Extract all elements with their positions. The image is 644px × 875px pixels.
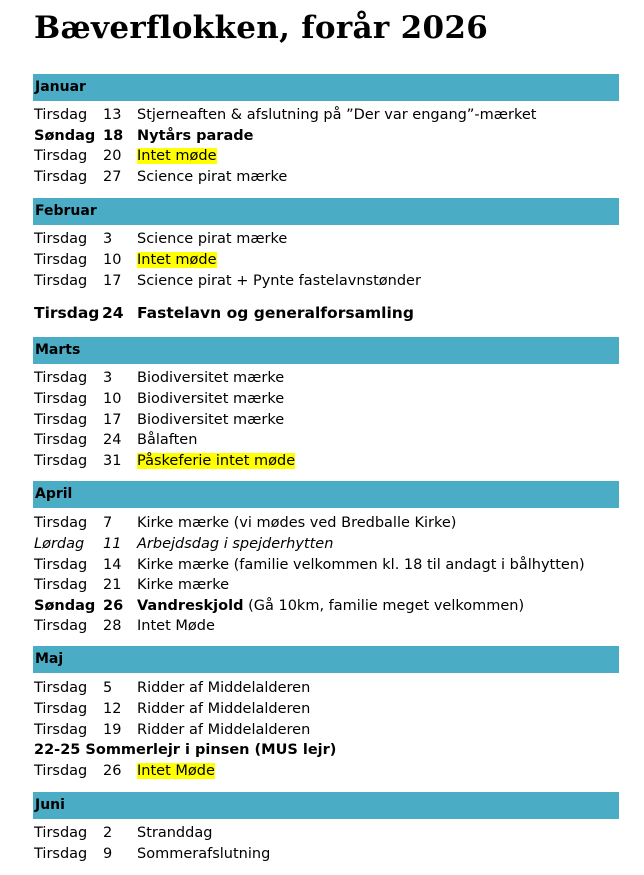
month-header [33, 646, 619, 673]
date-number: 3 [103, 370, 113, 386]
schedule-row [0, 250, 644, 270]
event-description [137, 250, 217, 270]
event-description [137, 596, 524, 616]
event-text: 22-25 Sommerlejr i pinsen (MUS lejr) [34, 742, 337, 758]
schedule-row [0, 105, 644, 125]
schedule-row [0, 720, 644, 740]
date-number: 28 [103, 618, 122, 634]
date-number: 7 [103, 515, 113, 531]
schedule-row [0, 761, 644, 781]
month-name: Marts [35, 342, 81, 358]
month-header [33, 74, 619, 101]
schedule-row [0, 271, 644, 291]
event-description [137, 844, 270, 864]
event-description [137, 678, 310, 698]
event-description [137, 146, 217, 166]
schedule-row [0, 555, 644, 575]
weekday: Tirsdag [34, 148, 88, 164]
schedule-row [0, 410, 644, 430]
event-text: Intet møde [137, 252, 217, 268]
event-text: Biodiversitet mærke [137, 412, 285, 428]
schedule-row [0, 126, 644, 146]
schedule-row [0, 368, 644, 388]
month-name: April [35, 486, 73, 502]
event-text: Fastelavn og generalforsamling [137, 304, 414, 322]
date-number: 31 [103, 453, 122, 469]
month-name: Maj [35, 651, 64, 667]
event-text: Stranddag [137, 825, 213, 841]
date-number: 9 [103, 846, 113, 862]
date-number: 5 [103, 680, 113, 696]
event-description [137, 303, 414, 323]
event-text: Biodiversitet mærke [137, 370, 285, 386]
event-description [137, 430, 197, 450]
month-name: Januar [35, 79, 86, 95]
event-text: Ridder af Middelalderen [137, 722, 311, 738]
schedule-row [0, 534, 644, 554]
event-description [137, 410, 284, 430]
weekday: Tirsdag [34, 432, 88, 448]
date-number: 21 [103, 577, 122, 593]
event-description [137, 720, 310, 740]
date-number: 24 [103, 432, 122, 448]
page-title: Bæverflokken, forår 2026 [34, 10, 489, 46]
date-number: 17 [103, 412, 122, 428]
date-number: 24 [102, 304, 124, 322]
weekday: Tirsdag [34, 557, 88, 573]
date-number: 19 [103, 722, 122, 738]
event-text: Biodiversitet mærke [137, 391, 285, 407]
event-text: Nytårs parade [137, 128, 254, 144]
event-text: Science pirat mærke [137, 231, 288, 247]
schedule-row [0, 451, 644, 471]
event-text: Bålaften [137, 432, 198, 448]
weekday: Tirsdag [34, 412, 88, 428]
event-description [137, 167, 287, 187]
month-name: Juni [35, 797, 65, 813]
event-description [137, 513, 456, 533]
month-header [33, 337, 619, 364]
event-description [137, 105, 536, 125]
month-name: Februar [35, 203, 97, 219]
event-text: Arbejdsdag i spejderhytten [137, 536, 334, 552]
weekday: Tirsdag [34, 515, 88, 531]
date-number: 12 [103, 701, 122, 717]
event-text: Stjerneaften & afslutning på ”Der var engang”-mærket [137, 107, 537, 123]
date-number: 3 [103, 231, 113, 247]
event-description [137, 555, 585, 575]
weekday: Tirsdag [34, 169, 88, 185]
date-number: 10 [103, 391, 122, 407]
weekday: Tirsdag [34, 618, 88, 634]
event-description [137, 389, 284, 409]
event-text: Science pirat mærke [137, 169, 288, 185]
schedule-row [0, 823, 644, 843]
weekday: Tirsdag [34, 107, 88, 123]
weekday: Tirsdag [34, 370, 88, 386]
weekday: Tirsdag [34, 846, 88, 862]
weekday: Søndag [34, 128, 96, 144]
schedule-row [0, 146, 644, 166]
date-number: 17 [103, 273, 122, 289]
event-text: Sommerafslutning [137, 846, 271, 862]
event-text: Intet Møde [137, 618, 215, 634]
schedule-row [0, 229, 644, 249]
date-number: 26 [103, 763, 122, 779]
event-text: Kirke mærke (vi mødes ved Bredballe Kirke) [137, 515, 457, 531]
weekday: Tirsdag [34, 391, 88, 407]
schedule-row [0, 699, 644, 719]
event-description [137, 229, 287, 249]
schedule-row [0, 389, 644, 409]
event-description [137, 534, 333, 554]
month-header [33, 198, 619, 225]
weekday: Tirsdag [34, 701, 88, 717]
date-number: 2 [103, 825, 113, 841]
date-number: 10 [103, 252, 122, 268]
date-number: 13 [103, 107, 122, 123]
weekday: Tirsdag [34, 273, 88, 289]
event-description [137, 761, 215, 781]
weekday: Tirsdag [34, 577, 88, 593]
event-text: Kirke mærke (familie velkommen kl. 18 til andagt i bålhytten) [137, 557, 585, 573]
event-text: Science pirat + Pynte fastelavnstønder [137, 273, 421, 289]
month-header [33, 792, 619, 819]
date-number: 27 [103, 169, 122, 185]
schedule-row [0, 616, 644, 636]
event-description [137, 368, 284, 388]
weekday: Søndag [34, 598, 96, 614]
event-text: Intet Møde [137, 763, 215, 779]
event-note: (Gå 10km, familie meget velkommen) [243, 598, 525, 614]
schedule-row [0, 575, 644, 595]
weekday: Lørdag [34, 536, 85, 552]
schedule-row [0, 513, 644, 533]
event-text: Ridder af Middelalderen [137, 680, 311, 696]
date-number: 20 [103, 148, 122, 164]
schedule-row [0, 678, 644, 698]
event-description [137, 271, 421, 291]
schedule-row [0, 303, 644, 323]
weekday: Tirsdag [34, 304, 100, 322]
event-text: Kirke mærke [137, 577, 230, 593]
date-number: 18 [103, 128, 124, 144]
event-description [137, 126, 253, 146]
schedule-row [0, 167, 644, 187]
event-description [137, 575, 229, 595]
schedule-row [0, 430, 644, 450]
event-description [137, 699, 310, 719]
weekday: Tirsdag [34, 453, 88, 469]
date-number: 14 [103, 557, 122, 573]
event-text: Intet møde [137, 148, 217, 164]
event-text: Vandreskjold [137, 598, 244, 614]
schedule-row [0, 596, 644, 616]
event-description [137, 823, 212, 843]
event-text: Ridder af Middelalderen [137, 701, 311, 717]
date-number: 11 [103, 536, 122, 552]
schedule-row [0, 844, 644, 864]
event-description [137, 451, 295, 471]
month-header [33, 481, 619, 508]
weekday: Tirsdag [34, 722, 88, 738]
date-number: 26 [103, 598, 124, 614]
weekday: Tirsdag [34, 231, 88, 247]
event-text: Påskeferie intet møde [137, 453, 296, 469]
weekday: Tirsdag [34, 763, 88, 779]
schedule-row [0, 740, 644, 760]
weekday: Tirsdag [34, 680, 88, 696]
weekday: Tirsdag [34, 252, 88, 268]
weekday: Tirsdag [34, 825, 88, 841]
event-description [137, 616, 215, 636]
